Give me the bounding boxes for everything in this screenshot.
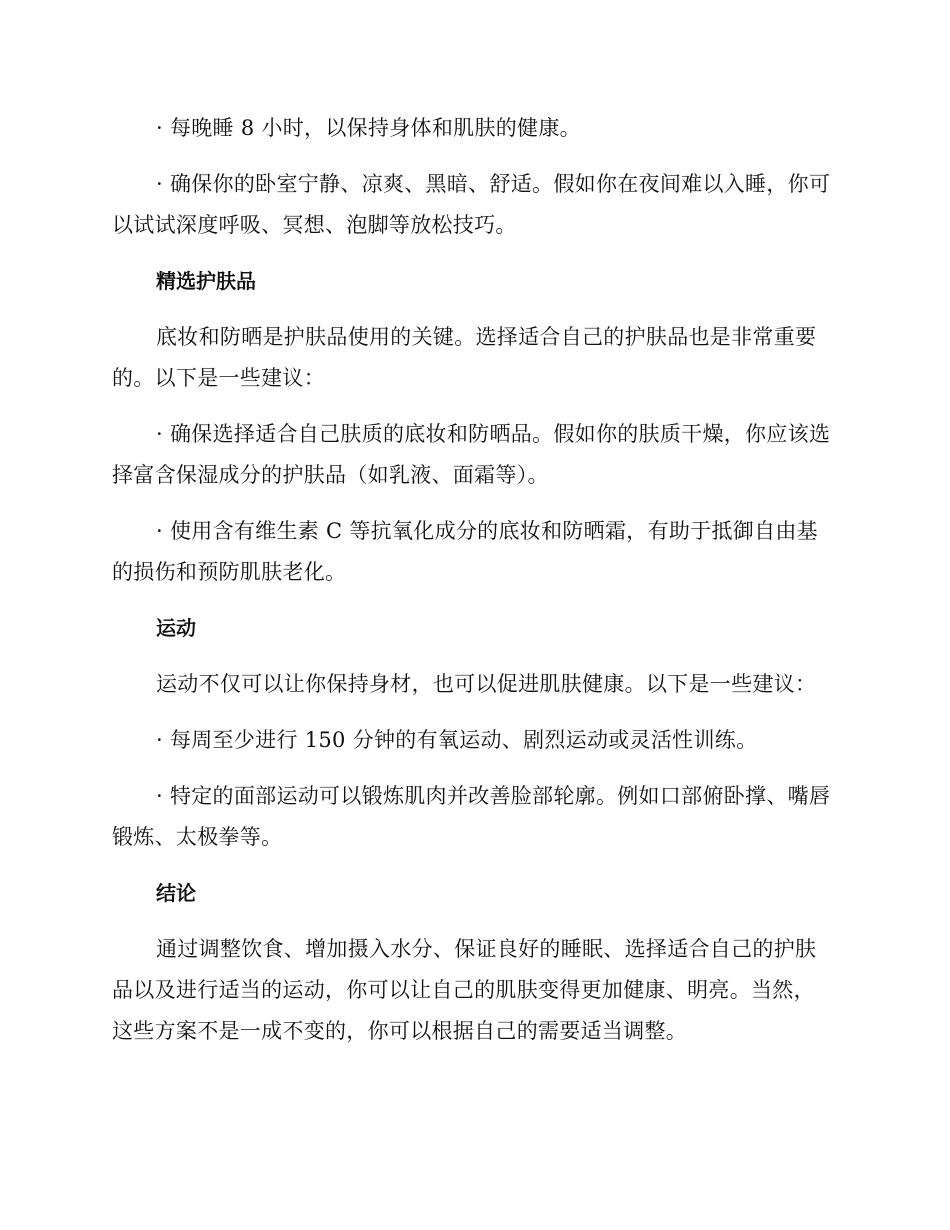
- vitamin-c-bullet: · 使用含有维生素 C 等抗氧化成分的底妆和防晒霜，有助于抵御自由基的损伤和预防肌肤老化。: [112, 519, 818, 584]
- aerobic-bullet: · 每周至少进行 150 分钟的有氧运动、剧烈运动或灵活性训练。: [156, 728, 758, 752]
- bedroom-tips-bullet: · 确保你的卧室宁静、凉爽、黑暗、舒适。假如你在夜间难以入睡，你可以试试深度呼吸、冥想、泡脚等放松技巧。: [112, 172, 831, 237]
- section-heading-skincare: 精选护肤品: [156, 269, 256, 293]
- section-heading-conclusion: 结论: [156, 881, 196, 905]
- exercise-intro-paragraph: 运动不仅可以让你保持身材，也可以促进肌肤健康。以下是一些建议：: [156, 672, 817, 696]
- skin-type-bullet: · 确保选择适合自己肤质的底妆和防晒品。假如你的肤质干燥，你应该选择富含保湿成分的护肤品（如乳液、面霜等）。: [112, 422, 831, 487]
- document-page: [112, 108, 834, 1067]
- skincare-intro-paragraph: 底妆和防晒是护肤品使用的关键。选择适合自己的护肤品也是非常重要的。以下是一些建议：: [112, 325, 817, 390]
- sleep-hours-bullet: · 每晚睡 8 小时，以保持身体和肌肤的健康。: [156, 116, 581, 140]
- conclusion-paragraph: 通过调整饮食、增加摄入水分、保证良好的睡眠、选择适合自己的护肤品以及进行适当的运动，你可以让自己的肌肤变得更加健康、明亮。当然，这些方案不是一成不变的，你可以根据自己的需要适当调整。: [112, 937, 817, 1043]
- facial-exercise-bullet: · 特定的面部运动可以锻炼肌肉并改善脸部轮廓。例如口部俯卧撑、嘴唇锻炼、太极拳等。: [112, 784, 831, 849]
- section-heading-exercise: 运动: [156, 616, 196, 640]
